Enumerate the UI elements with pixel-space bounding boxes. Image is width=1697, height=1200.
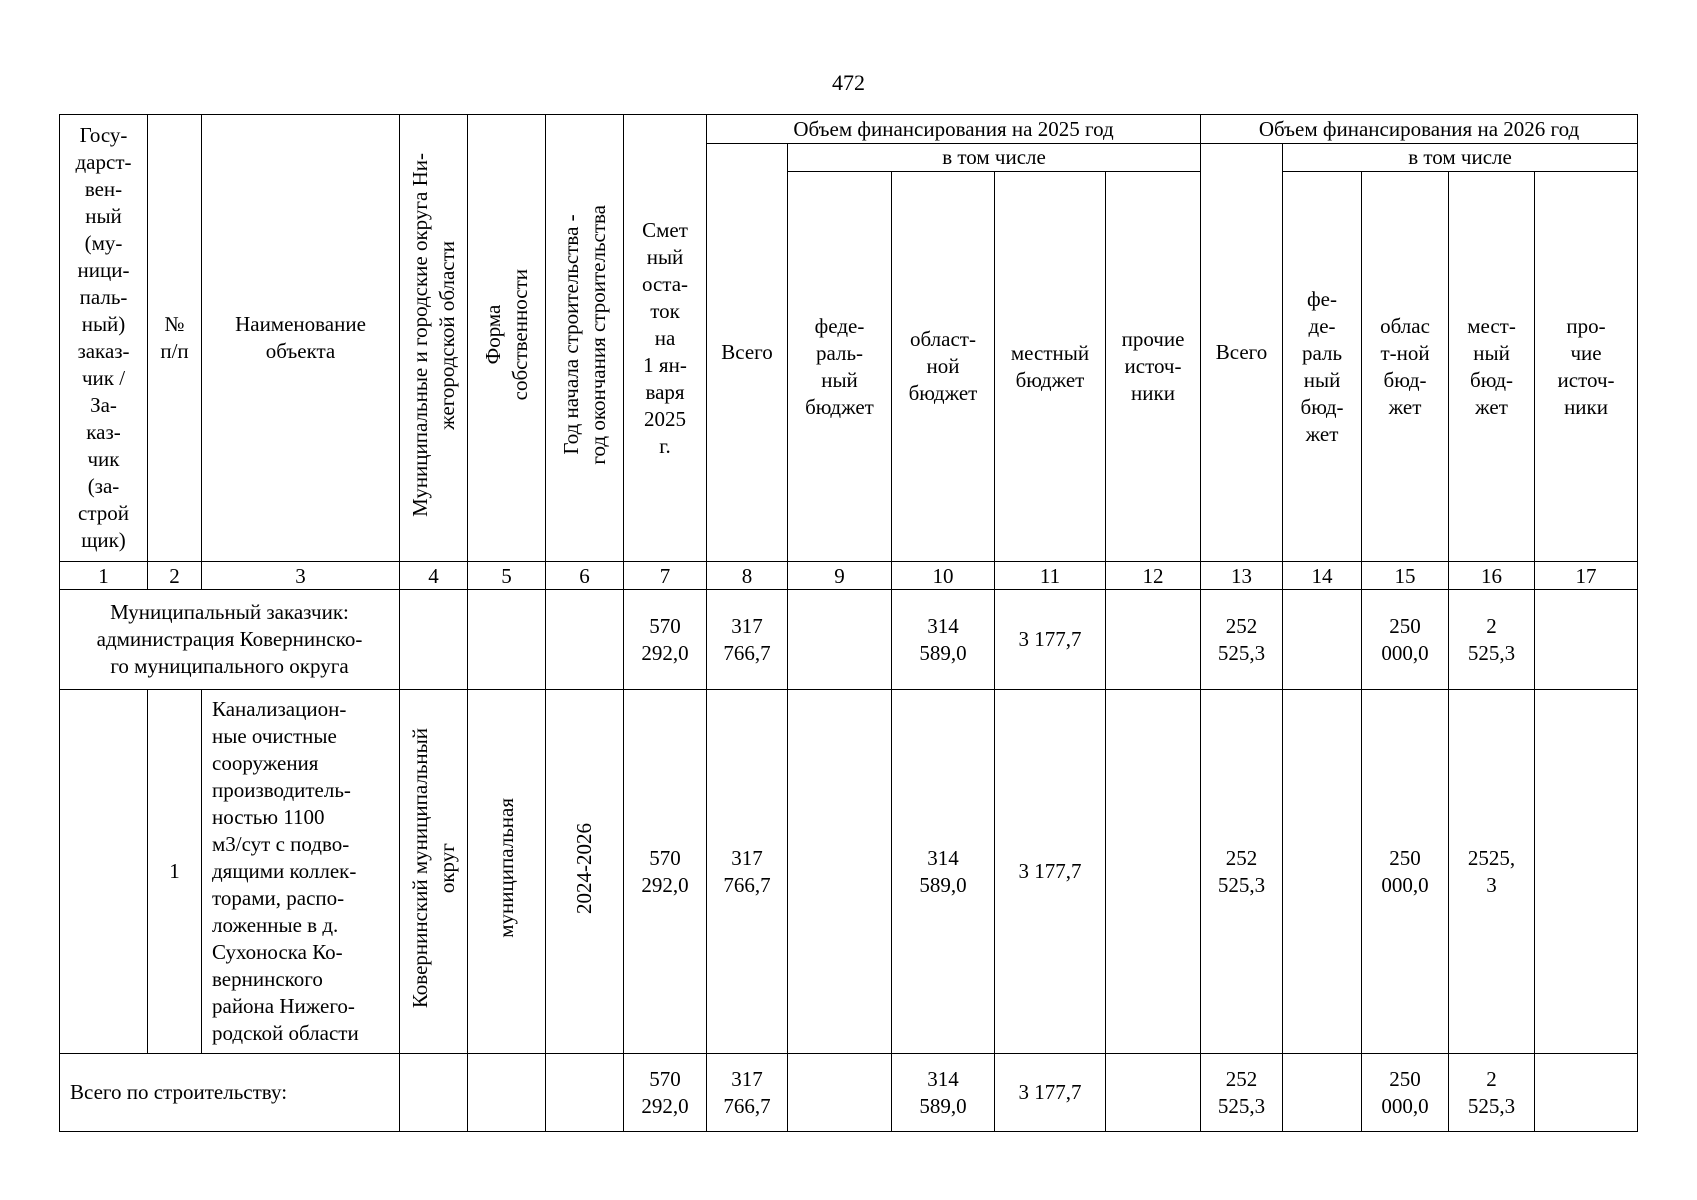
column-number: 3 — [202, 562, 400, 590]
page-number: 472 — [832, 70, 865, 95]
header-financing-2026: Объем финансирования на 2026 год — [1201, 115, 1638, 144]
header-object-name: Наименование объекта — [202, 115, 400, 562]
column-number: 8 — [707, 562, 788, 590]
column-number: 11 — [995, 562, 1106, 590]
object-row — [60, 690, 1638, 1054]
header-customer: Госу- дарст- вен- ный (му- ници- паль- ный) заказ- чик / За- каз- чик (за- строй щик) — [60, 115, 148, 562]
header-total-2026: Всего — [1201, 144, 1283, 562]
header-row-1 — [60, 115, 1638, 144]
total-total-2025: 317 766,7 — [707, 1054, 788, 1132]
object-federal-2025 — [788, 690, 892, 1054]
customer-federal-2026 — [1283, 590, 1362, 690]
header-federal-2025: феде- раль- ный бюджет — [788, 172, 892, 562]
object-ownership: муниципальная — [494, 798, 518, 938]
total-other-2025 — [1106, 1054, 1201, 1132]
total-local-2025: 3 177,7 — [995, 1054, 1106, 1132]
customer-regional-2026: 250 000,0 — [1362, 590, 1449, 690]
total-row — [60, 1054, 1638, 1132]
column-number: 9 — [788, 562, 892, 590]
object-other-2025 — [1106, 690, 1201, 1054]
table-cell — [400, 1054, 468, 1132]
object-other-2026 — [1535, 690, 1638, 1054]
column-number: 1 — [60, 562, 148, 590]
header-other-2026: про- чие источ- ники — [1535, 172, 1638, 562]
customer-other-2025 — [1106, 590, 1201, 690]
customer-regional-2025: 314 589,0 — [892, 590, 995, 690]
customer-total-2025: 317 766,7 — [707, 590, 788, 690]
object-regional-2026: 250 000,0 — [1362, 690, 1449, 1054]
table-cell — [468, 1054, 546, 1132]
object-federal-2026 — [1283, 690, 1362, 1054]
customer-local-2026: 2 525,3 — [1449, 590, 1535, 690]
header-ownership: Форма собственности — [480, 268, 532, 401]
total-federal-2025 — [788, 1054, 892, 1132]
column-number: 4 — [400, 562, 468, 590]
total-regional-2025: 314 589,0 — [892, 1054, 995, 1132]
object-total-2025: 317 766,7 — [707, 690, 788, 1054]
header-regional-2025: област- ной бюджет — [892, 172, 995, 562]
column-number: 5 — [468, 562, 546, 590]
column-number: 7 — [624, 562, 707, 590]
header-federal-2026: фе- де- раль ный бюд- жет — [1283, 172, 1362, 562]
customer-local-2025: 3 177,7 — [995, 590, 1106, 690]
total-regional-2026: 250 000,0 — [1362, 1054, 1449, 1132]
column-number: 14 — [1283, 562, 1362, 590]
column-number: 13 — [1201, 562, 1283, 590]
table-cell — [60, 690, 148, 1054]
object-name: Канализацион- ные очистные сооружения производитель- ностью 1100 м3/сут с подво- дящими коллек- торами, распо- ложенные в д. Сухоноска Ко- вернинского района Нижего- родской области — [202, 690, 400, 1054]
header-district: Муниципальные и городские округа Ни- жегородской области — [407, 152, 459, 517]
header-regional-2026: облас т-ной бюд- жет — [1362, 172, 1449, 562]
object-regional-2025: 314 589,0 — [892, 690, 995, 1054]
object-local-2025: 3 177,7 — [995, 690, 1106, 1054]
header-ownership-cell — [468, 115, 546, 562]
customer-row — [60, 590, 1638, 690]
column-number: 15 — [1362, 562, 1449, 590]
customer-estimate-balance: 570 292,0 — [624, 590, 707, 690]
object-ownership-cell — [468, 690, 546, 1054]
header-district-cell — [400, 115, 468, 562]
object-total-2026: 252 525,3 — [1201, 690, 1283, 1054]
column-number: 6 — [546, 562, 624, 590]
column-number: 16 — [1449, 562, 1535, 590]
total-other-2026 — [1535, 1054, 1638, 1132]
column-number: 10 — [892, 562, 995, 590]
object-district: Ковернинский муниципальный округ — [407, 727, 459, 1009]
total-local-2026: 2 525,3 — [1449, 1054, 1535, 1132]
total-total-2026: 252 525,3 — [1201, 1054, 1283, 1132]
customer-label: Муниципальный заказчик: администрация Ковернинско- го муниципального округа — [60, 590, 400, 690]
table-cell — [546, 1054, 624, 1132]
object-estimate-balance: 570 292,0 — [624, 690, 707, 1054]
header-local-2025: местный бюджет — [995, 172, 1106, 562]
header-years: Год начала строительства - год окончания строительства — [558, 204, 610, 465]
column-number: 12 — [1106, 562, 1201, 590]
customer-other-2026 — [1535, 590, 1638, 690]
total-estimate-balance: 570 292,0 — [624, 1054, 707, 1132]
header-local-2026: мест- ный бюд- жет — [1449, 172, 1535, 562]
total-federal-2026 — [1283, 1054, 1362, 1132]
object-years-cell — [546, 690, 624, 1054]
header-number: № п/п — [148, 115, 202, 562]
table-cell — [400, 590, 468, 690]
object-local-2026: 2525, 3 — [1449, 690, 1535, 1054]
header-including-2025: в том числе — [788, 144, 1201, 172]
object-years: 2024-2026 — [572, 822, 596, 914]
customer-total-2026: 252 525,3 — [1201, 590, 1283, 690]
header-total-2025: Всего — [707, 144, 788, 562]
header-including-2026: в том числе — [1283, 144, 1638, 172]
header-estimate-balance: Смет ный оста- ток на 1 ян- варя 2025 г. — [624, 115, 707, 562]
customer-federal-2025 — [788, 590, 892, 690]
header-years-cell — [546, 115, 624, 562]
table-cell — [546, 590, 624, 690]
column-number: 17 — [1535, 562, 1638, 590]
total-label: Всего по строительству: — [60, 1054, 400, 1132]
header-financing-2025: Объем финансирования на 2025 год — [707, 115, 1201, 144]
header-other-2025: прочие источ- ники — [1106, 172, 1201, 562]
table-cell — [468, 590, 546, 690]
column-number: 2 — [148, 562, 202, 590]
object-number: 1 — [148, 690, 202, 1054]
object-district-cell — [400, 690, 468, 1054]
column-number-row — [60, 562, 1638, 590]
construction-financing-table — [59, 114, 1638, 1132]
